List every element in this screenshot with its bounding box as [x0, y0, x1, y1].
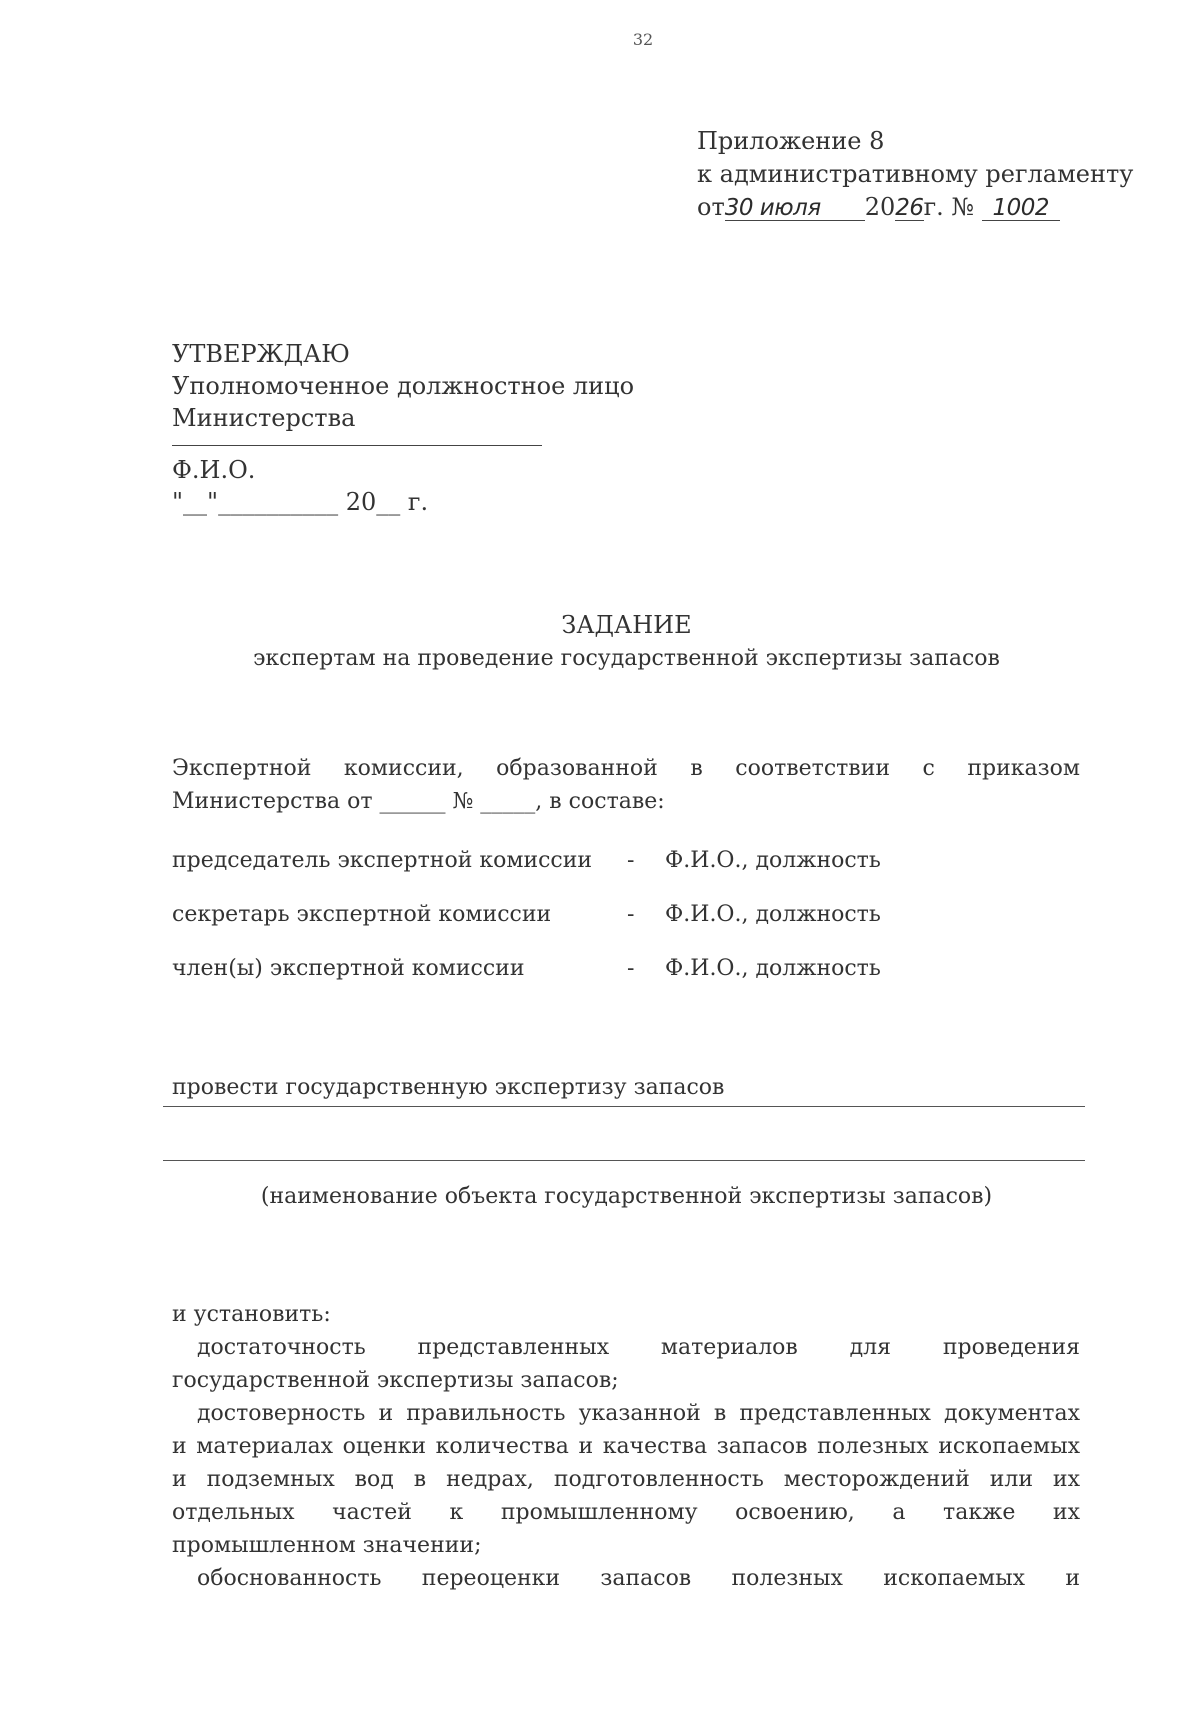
appendix-year-suffix: г. №	[923, 193, 975, 221]
approval-ministry: Министерства	[172, 404, 356, 432]
member-role: председатель экспертной комиссии	[172, 848, 593, 873]
handwritten-date: 30 июля	[725, 196, 865, 221]
signature-line	[172, 444, 542, 446]
member-value: Ф.И.О., должность	[665, 848, 881, 873]
approval-block	[172, 338, 634, 518]
appendix-regulation: к административному регламенту	[697, 160, 1134, 188]
approval-official: Уполномоченное должностное лицо	[172, 372, 635, 400]
member-value: Ф.И.О., должность	[665, 956, 881, 981]
handwritten-number: 1002	[982, 196, 1060, 221]
approval-heading: УТВЕРЖДАЮ	[172, 340, 350, 368]
item3-line1: обоснованность переоценки запасов полезных ископаемых и	[197, 1566, 1080, 1591]
page-number: 32	[632, 30, 654, 49]
appendix-year-prefix: 20	[864, 193, 896, 221]
member-dash: -	[627, 956, 635, 981]
document-subtitle: экспертам на проведение государственной экспертизы запасов	[253, 646, 1000, 671]
item2-line5: промышленном значении;	[172, 1533, 482, 1558]
object-line-1	[163, 1106, 1085, 1107]
member-role: секретарь экспертной комиссии	[172, 902, 552, 927]
item2-line2: и материалах оценки количества и качества запасов полезных ископаемых	[172, 1434, 1080, 1459]
member-dash: -	[627, 848, 635, 873]
item2-line4: отдельных частей к промышленному освоению, а также их	[172, 1500, 1080, 1525]
appendix-date-line	[697, 191, 1133, 224]
approval-date: "__"__________ 20__ г.	[172, 488, 429, 516]
appendix-title: Приложение 8	[697, 127, 885, 155]
item1-line2: государственной экспертизы запасов;	[172, 1368, 619, 1393]
object-caption: (наименование объекта государственной экспертизы запасов)	[260, 1184, 993, 1209]
appendix-from: от	[697, 193, 725, 221]
object-line-2	[163, 1160, 1085, 1161]
document-title: ЗАДАНИЕ	[561, 611, 692, 639]
member-role: член(ы) экспертной комиссии	[172, 956, 525, 981]
intro-line-1: Экспертной комиссии, образованной в соответствии с приказом	[172, 756, 1080, 781]
member-row-members	[172, 956, 881, 981]
handwritten-year: 26	[895, 195, 924, 221]
member-value: Ф.И.О., должность	[665, 902, 881, 927]
item2-line1: достоверность и правильность указанной в представленных документах	[197, 1401, 1080, 1426]
member-dash: -	[627, 902, 635, 927]
establish-text: и установить:	[172, 1302, 331, 1327]
approval-fio: Ф.И.О.	[172, 456, 256, 484]
intro-line-2: Министерства от ______ № _____, в составе:	[172, 789, 665, 814]
member-row-secretary	[172, 902, 881, 927]
conduct-text: провести государственную экспертизу запасов	[172, 1075, 725, 1100]
appendix-block	[697, 125, 1133, 224]
member-row-chairman	[172, 848, 881, 873]
item2-line3: и подземных вод в недрах, подготовленность месторождений или их	[172, 1467, 1080, 1492]
item1-line1: достаточность представленных материалов для проведения	[197, 1335, 1080, 1360]
